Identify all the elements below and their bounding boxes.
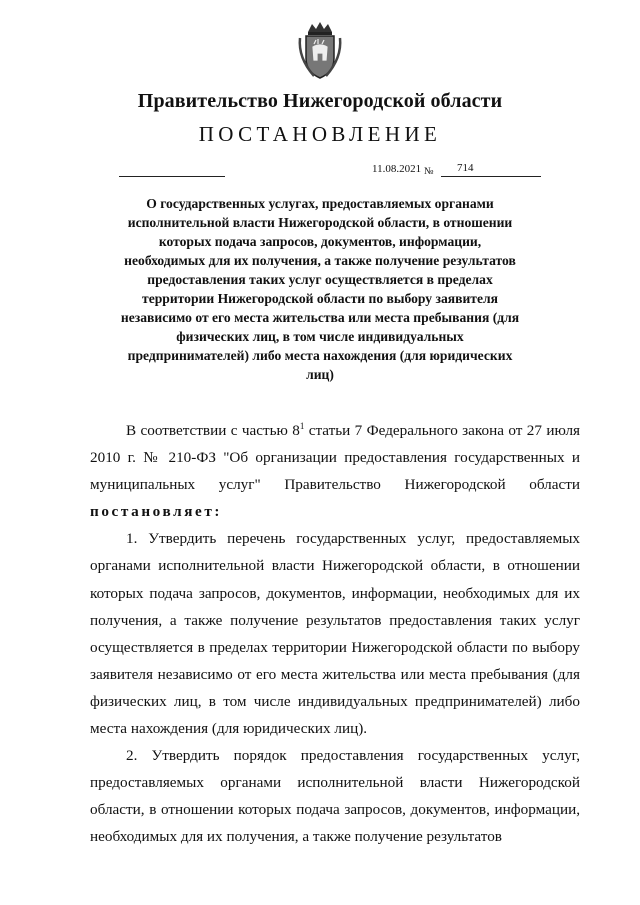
preamble-paragraph <box>90 417 580 525</box>
item-1-paragraph: 1. Утвердить перечень государственных услуг, предоставляемых органами исполнительной власти Нижегородской области, в отношении которых подача запросов, документов, информации, необходимых для их получения, а также получение результатов предоставления таких услуг осуществляется в пределах территории Нижегородской области по выбору заявителя независимо от его места жительства или места пребывания (для физических лиц, в том числе индивидуальных предпринимателей) либо места нахождения (для юридических лиц). <box>90 530 580 738</box>
preamble-text-continued: статьи 7 Федерального закона от 27 июля 2010 г. № 210-ФЗ "Об организации предоставления государственных и муниципальных услуг" Правительство Нижегородской области <box>90 422 581 494</box>
document-type-heading: ПОСТАНОВЛЕНИЕ <box>198 122 442 146</box>
preamble-superscript: 1 <box>299 420 305 431</box>
item-2-paragraph: 2. Утвердить порядок предоставления государственных услуг, предоставляемых органами исполнительной власти Нижегородской области, в отношении которых подача запросов, документов, информации, необходимых для их получения, а также получение результатов <box>90 747 580 846</box>
number-sign: № <box>424 166 434 177</box>
organization-title: Правительство Нижегородской области <box>137 90 503 112</box>
decree-word: постановляет: <box>90 503 223 521</box>
document-subject: О государственных услугах, предоставляемых органами исполнительной власти Нижегородской области, в отношении которых подача запросов, документов, информации, необходимых для их получения, а также получение результатов предоставления таких услуг осуществляется в пределах территории Нижегородской области по выбору заявителя независимо от его места жительства или места пребывания (для физических лиц, в том числе индивидуальных предпринимателей) либо места нахождения (для юридических лиц) <box>120 196 520 382</box>
number-underline <box>441 176 541 177</box>
preamble-text: В соответствии с частью 8 <box>126 422 300 439</box>
coat-of-arms-icon <box>296 20 344 80</box>
signature-line <box>119 176 225 177</box>
document-date: 11.08.2021 <box>372 163 422 175</box>
document-body <box>90 417 580 851</box>
document-number: 714 <box>457 162 474 174</box>
